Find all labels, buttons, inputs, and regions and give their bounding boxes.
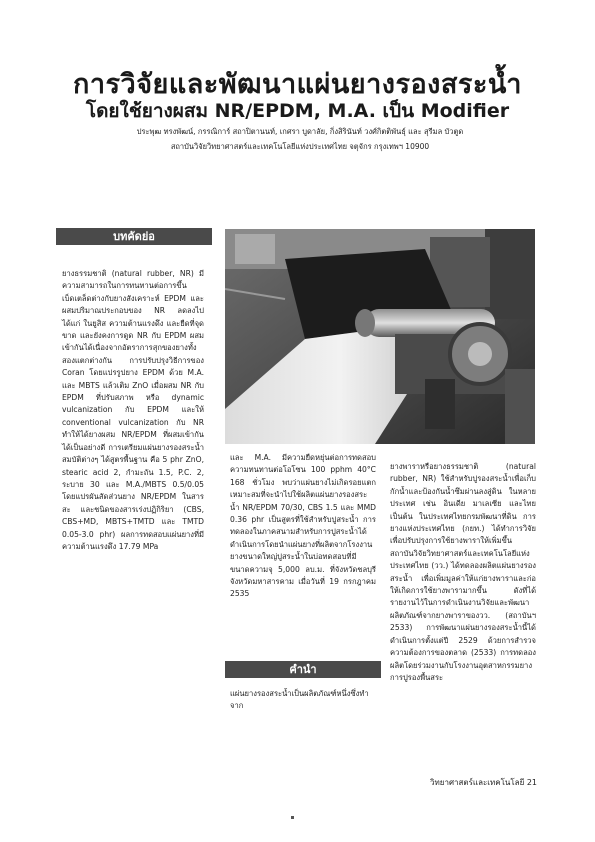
title-line-2: โดยใช้ยางผสม NR/EPDM, M.A. เป็น Modifier [85,100,510,122]
intro-column-start [230,688,376,713]
abstract-text-continued: และ M.A. มีความยืดหยุ่นต่อการทดสอบความทนทานต่อโอโซน 100 pphm 40°C 168 ชั่วโมง พบว่าแผ่นยางไม่เกิดรอยแตก เหมาะสมที่จะนำไปใช้ผลิตแผ่นยางรองสระน้ำ NR/EPDM 70/30, CBS 1.5 และ MMD 0.36 phr เป็นสูตรที่ใช้สำหรับปูสระน้ำ การทดลองในภาคสนามสำหรับการปูสระน้ำได้ดำเนินการโดยนำแผ่นยางที่ผลิตจากโรงงานยางขนาดใหญ่ปูสระน้ำในบ่อทดสอบที่มีขนาดความจุ 5,000 ลบ.ม. ที่จังหวัดชลบุรี จังหวัดมหาสารคาม เมื่อวันที่ 19 กรกฎาคม 2535 [230,453,376,599]
intro-heading-bar [225,661,381,678]
page-mark [291,816,294,819]
intro-text-start: แผ่นยางรองสระน้ำเป็นผลิตภัณฑ์หนึ่งซึ่งทำจาก [230,689,369,711]
intro-heading: คำนำ [289,663,317,676]
machine-photo [225,229,535,444]
abstract-heading-bar [56,228,212,245]
abstract-column [62,268,204,553]
intro-column [390,461,536,684]
abstract-text: ยางธรรมชาติ (natural rubber, NR) มีความสามารถในการทนทานต่อการขึ้นเบ็ดเตล็ดต่างกับยางสังเคราะห์ EPDM และผสมปริมาณประกอบของ NR ลดลงไป ได้แก่ ในยูสิส ความต้านแรงดึง และยืดที่จุดขาด และยังคงการดูด NR กับ EPDM ผสมเข้ากันได้เนื่องจากอัตราการสุกของยางทั้งสองแตกต่างกัน การปรับปรุงวิธีการของ Coran โดยแปรรูปยาง EPDM ด้วย M.A. และ MBTS แล้วเติม ZnO เมื่อผสม NR กับ EPDM ที่ปรับสภาพ หรือ dynamic vulcanization กับ EPDM และให้ conventional vulcanization กับ NR ทำให้ได้ยางผสม NR/EPDM ที่ผสมเข้ากันได้เป็นอย่างดี การเตรียมแผ่นยางรองสระน้ำสมบัติต่างๆ ได้สูตรพื้นฐาน คือ 5 phr ZnO, stearic acid 2, กำมะถัน 1.5, P.C. 2, ระบาย 30 และ M.A./MBTS 0.5/0.05 โดยแปรผันสัดส่วนยาง NR/EPDM ในสารสะ และชนิดของสารเร่งปฏิกิริยา (CBS, CBS+MD, MBTS+TMTD และ TMTD 0.05-3.0 phr) ผลการทดสอบแผ่นยางที่มีความต้านแรงดึง 17.79 MPa [62,269,204,551]
abstract-column-continued [230,452,376,601]
title-line-1: การวิจัยและพัฒนาแผ่นยางรองสระน้ำ [73,69,522,100]
authors: ประพุฒ ทรงพัฒน์, กรรณิการ์ สถาปิตานนท์, เกศรา บูดาลัย, กิ่งสิรินันท์ วงศ์กิตติพันธุ์ และ สุรีมล บัวตูด [136,127,464,136]
intro-text: ยางพาราหรือยางธรรมชาติ (natural rubber, NR) ใช้สำหรับปูรองสระน้ำเพื่อเก็บกักน้ำและป้องกันน้ำซึมผ่านลงสู่ดิน ในหลายประเทศ เช่น อินเดีย มาเลเซีย และไทย เป็นต้น ในประเทศไทยกรมพัฒนาที่ดิน การยางแห่งประเทศไทย (กยท.) ได้ทำการวิจัยเพื่อปรับปรุงการใช้ยางพาราให้เพิ่มขึ้น สถาบันวิจัยวิทยาศาสตร์และเทคโนโลยีแห่งประเทศไทย (วว.) ได้ทดลองผลิตแผ่นยางรองสระน้ำ เพื่อเพิ่มมูลค่าให้แก่ยางพาราและก่อให้เกิดการใช้ยางพารามากขึ้น ดังที่ได้รายงานไว้ในการดำเนินงานวิจัยและพัฒนาผลิตภัณฑ์จากยางพาราของวว. (สถาบันฯ 2533) การพัฒนาแผ่นยางรองสระน้ำนี้ได้ดำเนินการตั้งแต่ปี 2529 ด้วยการสำรวจความต้องการของตลาด (2533) การทดลองผลิตโดยร่วมงานกับโรงงานอุตสาหกรรมยาง การปูรองพื้นสระ [390,462,536,682]
affiliation: สถาบันวิจัยวิทยาศาสตร์และเทคโนโลยีแห่งประเทศไทย จตุจักร กรุงเทพฯ 10900 [170,142,430,151]
page-footer: วิทยาศาสตร์และเทคโนโลยี 21 [430,778,537,787]
abstract-heading: บทคัดย่อ [113,230,155,243]
